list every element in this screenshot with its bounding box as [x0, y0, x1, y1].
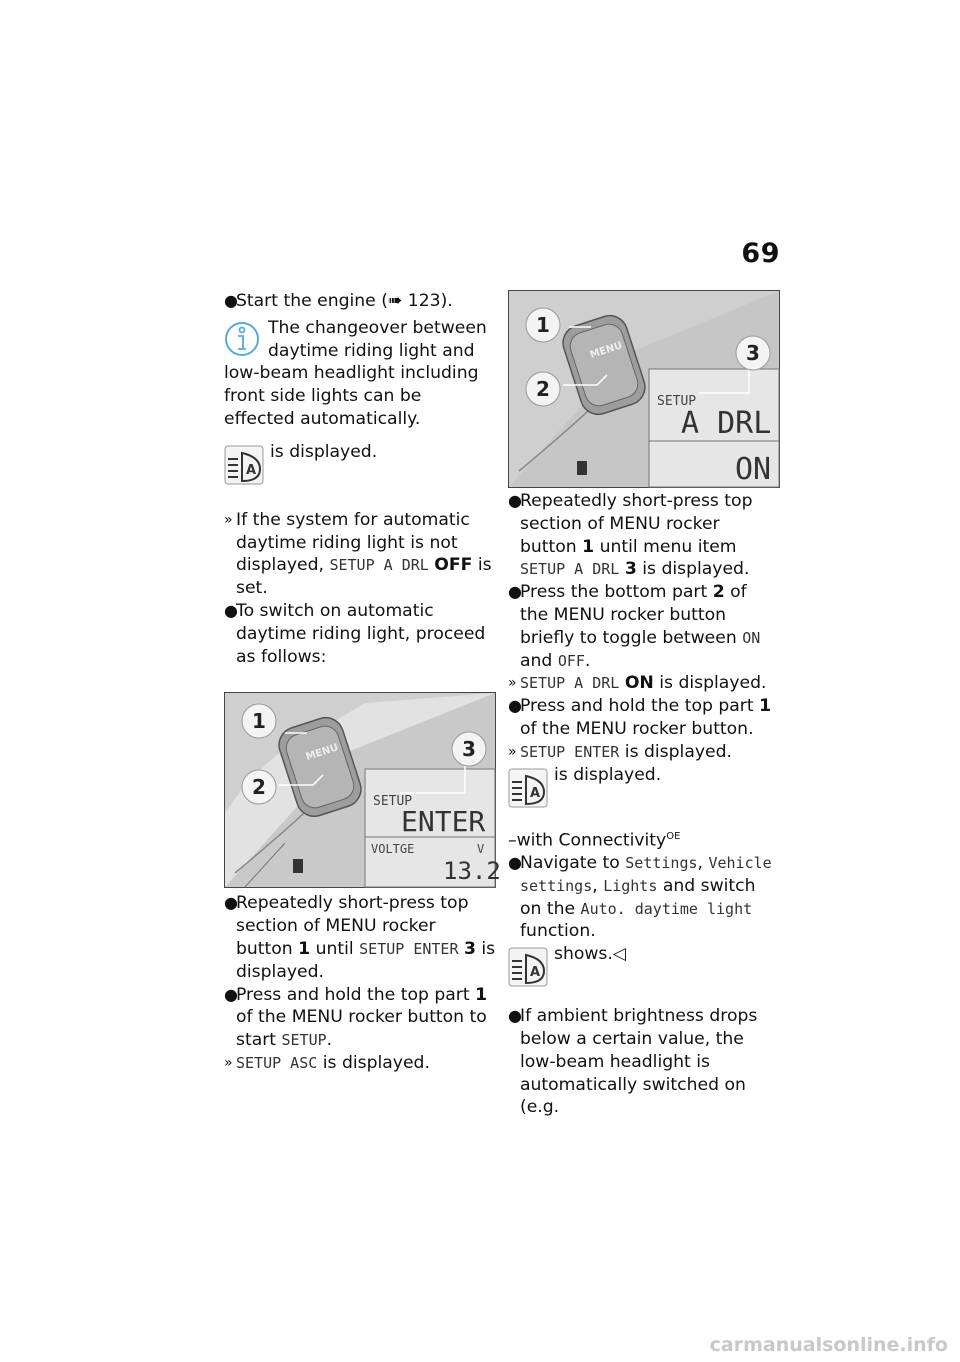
auto-headlight-icon [508, 768, 548, 808]
list-item: ● Start the engine (➠ 123). [224, 291, 453, 311]
list-item: ● Repeatedly short-press top section of MENU rocker button 1 until menu item SETUP A DRL 3 is displayed. [508, 491, 753, 580]
drl-indicator-line: A shows.◁ [508, 943, 780, 995]
bullet-icon: ● [224, 291, 238, 310]
list-item: ● Press the bottom part 2 of the MENU rocker button briefly to toggle between ON and OFF. [508, 582, 761, 671]
list-item: » SETUP ASC is displayed. [224, 1052, 430, 1073]
list-item: » SETUP A DRL ON is displayed. [508, 673, 767, 694]
list-item: ● Press and hold the top part 1 of the MENU rocker button. [508, 696, 772, 739]
svg-text:A: A [529, 785, 541, 801]
bullet-icon: ● [224, 600, 238, 620]
list-item: » SETUP ENTER is displayed. [508, 741, 732, 762]
bullet-icon: ● [508, 696, 522, 716]
callout-2: 2 [536, 377, 550, 401]
result-arrow-icon: » [508, 743, 517, 760]
result-arrow-icon: » [224, 1054, 233, 1071]
list-item: » If the system for automatic daytime riding light is not displayed, SETUP A DRL OFF is set. [224, 509, 492, 599]
note-text: The changeover between daytime riding light and low-beam headlight including front side lights can be effected automatically. [224, 317, 487, 429]
right-column [508, 290, 780, 1119]
drl-indicator-line: A is displayed. [508, 764, 780, 816]
list-item: ● Repeatedly short-press top section of MENU rocker button 1 until SETUP ENTER 3 is displayed. [224, 893, 496, 982]
bullet-icon: ● [508, 853, 522, 873]
callout-1: 1 [252, 709, 266, 734]
watermark: carmanualsonline.info [709, 1334, 948, 1356]
bullet-icon: ● [224, 893, 238, 913]
drl-indicator-line: A is displayed. [224, 441, 496, 493]
callout-3: 3 [462, 737, 476, 762]
svg-text:A: A [529, 965, 541, 981]
menu-button-label: MENU [588, 340, 624, 361]
conditional-heading: –with Connectivity$^{OE}$ [508, 830, 681, 851]
section-end-icon: ◁ [612, 944, 627, 965]
info-note [224, 317, 496, 431]
bullet-icon: ● [508, 491, 522, 510]
list-item: ● Press and hold the top part 1 of the MENU rocker button to start SETUP. [224, 984, 488, 1051]
lcd-sub-unit: V [477, 842, 485, 857]
list-item: ● If ambient brightness drops below a certain value, the low-beam headlight is automatically switched on (e.g. [508, 1006, 758, 1118]
svg-text:A: A [245, 462, 257, 478]
lcd-main-text: ENTER [401, 805, 486, 839]
menu-rocker-photo-enter [224, 692, 501, 888]
callout-1: 1 [536, 313, 550, 337]
lcd-setup-label: SETUP [373, 794, 413, 810]
lcd-setup-label: SETUP [657, 394, 697, 409]
callout-3: 3 [746, 341, 760, 365]
list-item: ● Navigate to Settings, Vehicle settings, Lights and switch on the Auto. daytime light function. [508, 853, 772, 942]
result-arrow-icon: » [508, 675, 517, 692]
bullet-icon: ● [508, 582, 522, 602]
bullet-icon: ● [224, 984, 238, 1004]
page-reference-link[interactable]: ➠ 123 [387, 291, 441, 311]
bullet-icon: ● [508, 1006, 522, 1026]
fuel-icon [293, 859, 303, 873]
lcd-main-text: A DRL [681, 406, 772, 441]
menu-rocker-photo-drl [508, 290, 780, 488]
lcd-sub-value: 13.2 [443, 857, 501, 886]
menu-button-label: MENU [304, 742, 340, 764]
info-icon [224, 319, 260, 359]
fuel-icon [577, 461, 587, 475]
auto-headlight-icon [224, 445, 264, 485]
result-arrow-icon: » [224, 511, 233, 528]
left-column [224, 290, 501, 1075]
lcd-sub-value: ON [735, 452, 772, 487]
list-item: ● To switch on automatic daytime riding light, proceed as follows: [224, 600, 486, 667]
callout-2: 2 [252, 775, 266, 800]
page-number: 69 [741, 238, 780, 269]
auto-headlight-icon [508, 947, 548, 987]
lcd-sub-label: VOLTGE [371, 842, 415, 857]
